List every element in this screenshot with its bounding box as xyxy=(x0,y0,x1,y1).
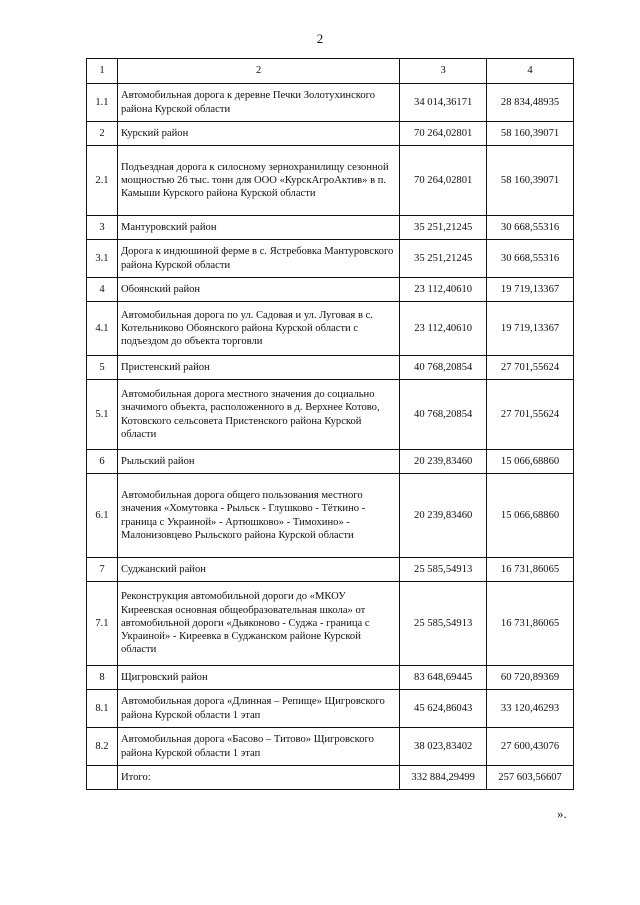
row-value-4: 15 066,68860 xyxy=(487,450,574,474)
table-row xyxy=(87,582,574,666)
row-value-4: 15 066,68860 xyxy=(487,474,574,558)
table-row xyxy=(87,302,574,356)
row-value-4: 30 668,55316 xyxy=(487,240,574,278)
row-value-3: 23 112,40610 xyxy=(400,278,487,302)
header-col-3: 3 xyxy=(400,59,487,84)
row-number: 7 xyxy=(87,558,118,582)
row-value-4: 19 719,13367 xyxy=(487,302,574,356)
row-value-3: 20 239,83460 xyxy=(400,474,487,558)
row-number xyxy=(87,766,118,790)
row-value-4: 58 160,39071 xyxy=(487,146,574,216)
row-number: 3 xyxy=(87,216,118,240)
row-name: Итого: xyxy=(117,766,399,790)
table-row xyxy=(87,450,574,474)
row-number: 2.1 xyxy=(87,146,118,216)
row-number: 1.1 xyxy=(87,84,118,122)
table-row xyxy=(87,146,574,216)
row-value-3: 40 768,20854 xyxy=(400,356,487,380)
row-name: Автомобильная дорога к деревне Печки Золотухинского района Курской области xyxy=(117,84,399,122)
header-col-1: 1 xyxy=(87,59,118,84)
row-value-4: 30 668,55316 xyxy=(487,216,574,240)
row-name: Курский район xyxy=(117,122,399,146)
row-name: Автомобильная дорога общего пользования местного значения «Хомутовка - Рыльск - Глушково - Тёткино - граница с Украиной» - Артюшково» - Тимохино» - Малонизовцево Рыльского района Курской области xyxy=(117,474,399,558)
table-row xyxy=(87,240,574,278)
row-number: 4 xyxy=(87,278,118,302)
header-col-4: 4 xyxy=(487,59,574,84)
row-value-3: 38 023,83402 xyxy=(400,728,487,766)
row-name: Дорога к индюшиной ферме в с. Ястребовка Мантуровского района Курской области xyxy=(117,240,399,278)
row-name: Автомобильная дорога «Длинная – Репище» Щигровского района Курской области 1 этап xyxy=(117,690,399,728)
table-total-row xyxy=(87,766,574,790)
row-value-3: 45 624,86043 xyxy=(400,690,487,728)
row-value-3: 34 014,36171 xyxy=(400,84,487,122)
row-number: 4.1 xyxy=(87,302,118,356)
row-value-4: 19 719,13367 xyxy=(487,278,574,302)
row-name: Щигровский район xyxy=(117,666,399,690)
row-name: Суджанский район xyxy=(117,558,399,582)
row-value-3: 70 264,02801 xyxy=(400,146,487,216)
row-name: Автомобильная дорога «Басово – Титово» Щигровского района Курской области 1 этап xyxy=(117,728,399,766)
table-row xyxy=(87,216,574,240)
row-name: Автомобильная дорога по ул. Садовая и ул. Луговая в с. Котельниково Обоянского района Курской области с подъездом до объекта торговли xyxy=(117,302,399,356)
row-value-3: 25 585,54913 xyxy=(400,558,487,582)
row-value-4: 27 701,55624 xyxy=(487,356,574,380)
row-value-3: 25 585,54913 xyxy=(400,582,487,666)
row-value-3: 35 251,21245 xyxy=(400,216,487,240)
row-value-3: 23 112,40610 xyxy=(400,302,487,356)
table-row xyxy=(87,690,574,728)
row-number: 8.2 xyxy=(87,728,118,766)
row-name: Автомобильная дорога местного значения до социально значимого объекта, расположенного в д. Верхнее Котово, Котовского сельсовета Пристенского района Курской области xyxy=(117,380,399,450)
row-name: Обоянский район xyxy=(117,278,399,302)
row-value-3: 332 884,29499 xyxy=(400,766,487,790)
row-name: Рыльский район xyxy=(117,450,399,474)
row-value-4: 27 600,43076 xyxy=(487,728,574,766)
row-number: 5 xyxy=(87,356,118,380)
row-name: Подъездная дорога к силосному зернохранилищу сезонной мощностью 26 тыс. тонн для ООО «КурскАгроАктив» в п. Камыши Курского района Курской области xyxy=(117,146,399,216)
table-row xyxy=(87,728,574,766)
row-number: 8 xyxy=(87,666,118,690)
table-row xyxy=(87,122,574,146)
page-number: 2 xyxy=(316,31,324,46)
row-number: 6.1 xyxy=(87,474,118,558)
row-number: 5.1 xyxy=(87,380,118,450)
row-value-3: 35 251,21245 xyxy=(400,240,487,278)
table-row xyxy=(87,278,574,302)
road-funding-table xyxy=(86,58,574,790)
row-value-4: 33 120,46293 xyxy=(487,690,574,728)
row-value-4: 16 731,86065 xyxy=(487,582,574,666)
table-row xyxy=(87,84,574,122)
table-row xyxy=(87,356,574,380)
row-number: 2 xyxy=(87,122,118,146)
row-value-3: 20 239,83460 xyxy=(400,450,487,474)
row-value-3: 83 648,69445 xyxy=(400,666,487,690)
closing-quote: ». xyxy=(557,806,567,821)
row-value-3: 40 768,20854 xyxy=(400,380,487,450)
row-name: Реконструкция автомобильной дороги до «МКОУ Киреевская основная общеобразовательная школа» от автомобильной дороги «Дьяконово - Суджа - граница с Украиной» - Киреевка в Суджанском районе Курской области xyxy=(117,582,399,666)
row-value-4: 257 603,56607 xyxy=(487,766,574,790)
row-name: Пристенский район xyxy=(117,356,399,380)
row-value-4: 16 731,86065 xyxy=(487,558,574,582)
row-number: 8.1 xyxy=(87,690,118,728)
header-col-2: 2 xyxy=(117,59,399,84)
row-value-3: 70 264,02801 xyxy=(400,122,487,146)
row-number: 3.1 xyxy=(87,240,118,278)
row-number: 6 xyxy=(87,450,118,474)
row-number: 7.1 xyxy=(87,582,118,666)
table-row xyxy=(87,666,574,690)
row-value-4: 28 834,48935 xyxy=(487,84,574,122)
table-row xyxy=(87,380,574,450)
table-row xyxy=(87,474,574,558)
row-value-4: 27 701,55624 xyxy=(487,380,574,450)
table-header-row xyxy=(87,59,574,84)
row-value-4: 60 720,89369 xyxy=(487,666,574,690)
table-row xyxy=(87,558,574,582)
row-name: Мантуровский район xyxy=(117,216,399,240)
row-value-4: 58 160,39071 xyxy=(487,122,574,146)
